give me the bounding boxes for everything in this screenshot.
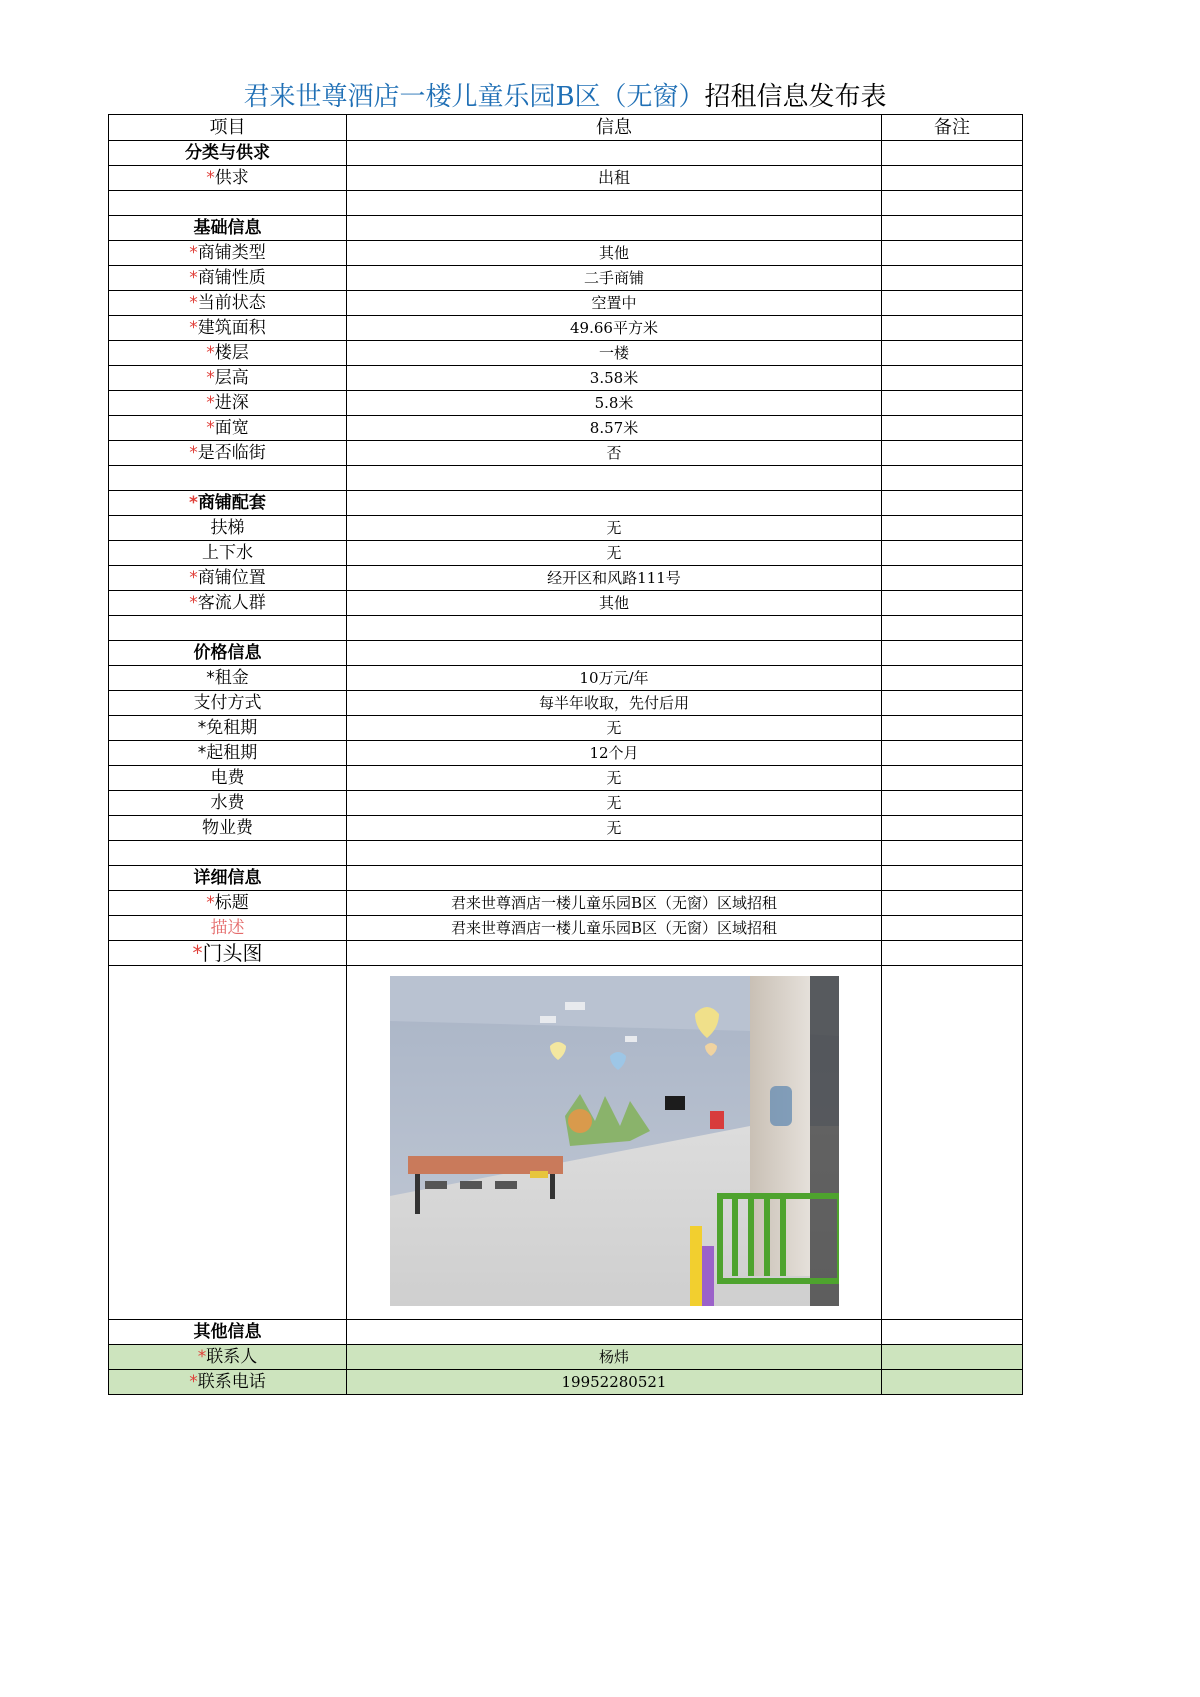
title-black-part: 招租信息发布表: [704, 82, 887, 112]
row-remark: [882, 166, 1023, 191]
row-label: [109, 591, 347, 616]
row-label-text: 标题: [214, 893, 249, 913]
table-row: [109, 591, 1023, 616]
row-value: [347, 941, 882, 966]
row-label: [109, 416, 347, 441]
row-label: 水费: [109, 791, 347, 816]
row-value: 12个月: [347, 741, 882, 766]
row-remark: [882, 741, 1023, 766]
required-mark: *: [189, 243, 198, 263]
row-label: [109, 941, 347, 966]
row-label: [109, 391, 347, 416]
row-value: [347, 641, 882, 666]
required-mark: *: [192, 941, 203, 965]
table-row: [109, 1320, 1023, 1345]
row-label: [109, 266, 347, 291]
section-label: 其他信息: [109, 1320, 347, 1345]
table-row: [109, 216, 1023, 241]
row-label: [109, 1370, 347, 1395]
row-label-text: 商铺性质: [197, 268, 266, 288]
row-remark: [882, 591, 1023, 616]
row-label: [109, 566, 347, 591]
empty-row: [109, 841, 1023, 866]
row-value: 君来世尊酒店一楼儿童乐园B区（无窗）区域招租: [347, 891, 882, 916]
row-value: 10万元/年: [347, 666, 882, 691]
table-row: [109, 566, 1023, 591]
row-remark: [882, 666, 1023, 691]
row-remark: [882, 316, 1023, 341]
required-mark: *: [189, 443, 198, 463]
required-mark: *: [206, 393, 215, 413]
row-remark: [882, 691, 1023, 716]
page-title: [108, 80, 1022, 114]
table-row: [109, 791, 1023, 816]
section-label: 分类与供求: [109, 141, 347, 166]
row-label: [109, 166, 347, 191]
row-value: 每半年收取，先付后用: [347, 691, 882, 716]
row-label: [109, 366, 347, 391]
required-mark: *: [206, 168, 215, 188]
row-value: 经开区和风路111号: [347, 566, 882, 591]
row-remark: [882, 291, 1023, 316]
row-label-text: 商铺位置: [197, 568, 266, 588]
row-label: 描述: [109, 916, 347, 941]
row-label: 扶梯: [109, 516, 347, 541]
row-label: [109, 341, 347, 366]
table-row: [109, 291, 1023, 316]
row-label-text: 当前状态: [197, 293, 266, 313]
empty-row: [109, 466, 1023, 491]
row-value: [347, 491, 882, 516]
row-value: 一楼: [347, 341, 882, 366]
table-row: [109, 666, 1023, 691]
row-label: [109, 291, 347, 316]
row-value: 其他: [347, 241, 882, 266]
row-remark: [882, 391, 1023, 416]
row-value: 无: [347, 516, 882, 541]
row-label: [109, 1345, 347, 1370]
row-remark: [882, 866, 1023, 891]
table-row: [109, 341, 1023, 366]
header-item: 项目: [109, 115, 347, 141]
required-mark: *: [189, 318, 198, 338]
row-remark: [882, 366, 1023, 391]
row-label-text: 进深: [214, 393, 249, 413]
row-remark: [882, 266, 1023, 291]
table-row: [109, 266, 1023, 291]
row-value: 无: [347, 791, 882, 816]
row-value: 无: [347, 716, 882, 741]
row-remark: [882, 566, 1023, 591]
required-mark: *: [206, 893, 215, 913]
row-remark: [882, 141, 1023, 166]
required-mark: *: [206, 343, 215, 363]
row-label: 支付方式: [109, 691, 347, 716]
row-label: 电费: [109, 766, 347, 791]
photo-label-cell: [109, 966, 347, 1320]
required-mark: *: [206, 368, 215, 388]
row-label: [109, 316, 347, 341]
section-label: 价格信息: [109, 641, 347, 666]
table-row: [109, 366, 1023, 391]
listing-table: [108, 114, 1023, 1395]
row-value: 空置中: [347, 291, 882, 316]
row-label: [109, 891, 347, 916]
row-value: 杨炜: [347, 1345, 882, 1370]
row-remark: [882, 816, 1023, 841]
row-value: 出租: [347, 166, 882, 191]
row-value: 其他: [347, 591, 882, 616]
required-mark: *: [189, 568, 198, 588]
header-row: [109, 115, 1023, 141]
row-value: 3.58米: [347, 366, 882, 391]
table-row: [109, 391, 1023, 416]
row-value: [347, 216, 882, 241]
row-value: [347, 141, 882, 166]
row-remark: [882, 1320, 1023, 1345]
row-value: 君来世尊酒店一楼儿童乐园B区（无窗）区域招租: [347, 916, 882, 941]
table-row: [109, 441, 1023, 466]
table-row: [109, 491, 1023, 516]
row-value: 8.57米: [347, 416, 882, 441]
row-label-text: 是否临街: [197, 443, 266, 463]
row-label: *租金: [109, 666, 347, 691]
table-row: [109, 541, 1023, 566]
row-label: *免租期: [109, 716, 347, 741]
row-remark: [882, 941, 1023, 966]
row-value: 49.66平方米: [347, 316, 882, 341]
row-remark: [882, 516, 1023, 541]
table-row: [109, 716, 1023, 741]
row-remark: [882, 641, 1023, 666]
row-remark: [882, 766, 1023, 791]
section-label: 详细信息: [109, 866, 347, 891]
row-remark: [882, 491, 1023, 516]
table-row: [109, 916, 1023, 941]
row-value: [347, 1320, 882, 1345]
required-mark: *: [206, 418, 215, 438]
table-row: [109, 141, 1023, 166]
row-value: [347, 866, 882, 891]
contact-row: [109, 1370, 1023, 1395]
row-remark: [882, 241, 1023, 266]
table-row: [109, 816, 1023, 841]
row-label-text: 联系人: [206, 1347, 258, 1367]
row-label-text: 客流人群: [197, 593, 266, 613]
storefront-photo: [390, 976, 839, 1306]
row-remark: [882, 416, 1023, 441]
row-value: 否: [347, 441, 882, 466]
row-value: 无: [347, 541, 882, 566]
row-label: *起租期: [109, 741, 347, 766]
table-row: [109, 516, 1023, 541]
row-label-text: 供求: [214, 168, 249, 188]
row-label: 物业费: [109, 816, 347, 841]
header-info: 信息: [347, 115, 882, 141]
row-remark: [882, 1345, 1023, 1370]
row-label-text: 建筑面积: [197, 318, 266, 338]
row-remark: [882, 716, 1023, 741]
required-mark: *: [189, 268, 198, 288]
table-row: [109, 741, 1023, 766]
row-remark: [882, 541, 1023, 566]
required-mark: *: [197, 1347, 207, 1367]
table-row: [109, 316, 1023, 341]
empty-row: [109, 191, 1023, 216]
row-label: [109, 441, 347, 466]
photo-row: [109, 966, 1023, 1320]
row-label-text: 楼层: [214, 343, 249, 363]
row-remark: [882, 1370, 1023, 1395]
row-label-text: 门头图: [202, 941, 263, 965]
row-remark: [882, 341, 1023, 366]
row-label-text: 层高: [214, 368, 249, 388]
table-row: [109, 941, 1023, 966]
row-remark: [882, 791, 1023, 816]
row-value: 5.8米: [347, 391, 882, 416]
table-row: [109, 241, 1023, 266]
table-row: [109, 766, 1023, 791]
table-row: [109, 866, 1023, 891]
row-label-text: 商铺配套: [197, 493, 266, 513]
table-row: [109, 641, 1023, 666]
required-mark: *: [189, 593, 198, 613]
header-remark: 备注: [882, 115, 1023, 141]
section-label: [109, 491, 347, 516]
row-value: 二手商铺: [347, 266, 882, 291]
row-remark: [882, 441, 1023, 466]
row-value: 无: [347, 816, 882, 841]
row-value: 无: [347, 766, 882, 791]
row-remark: [882, 916, 1023, 941]
required-mark: *: [189, 493, 198, 513]
required-mark: *: [189, 293, 198, 313]
empty-row: [109, 616, 1023, 641]
required-mark: *: [189, 1372, 198, 1392]
table-row: [109, 891, 1023, 916]
photo-remark-cell: [882, 966, 1023, 1320]
row-label-text: 面宽: [214, 418, 249, 438]
row-remark: [882, 891, 1023, 916]
section-label: 基础信息: [109, 216, 347, 241]
row-label: 上下水: [109, 541, 347, 566]
row-remark: [882, 216, 1023, 241]
row-label-text: 商铺类型: [197, 243, 266, 263]
row-value: 19952280521: [347, 1370, 882, 1395]
photo-cell: [347, 966, 882, 1320]
table-row: [109, 416, 1023, 441]
title-blue-part: 君来世尊酒店一楼儿童乐园B区（无窗）: [243, 82, 705, 112]
table-row: [109, 691, 1023, 716]
table-row: [109, 166, 1023, 191]
row-label-text: 联系电话: [197, 1372, 266, 1392]
row-label: [109, 241, 347, 266]
contact-row: [109, 1345, 1023, 1370]
